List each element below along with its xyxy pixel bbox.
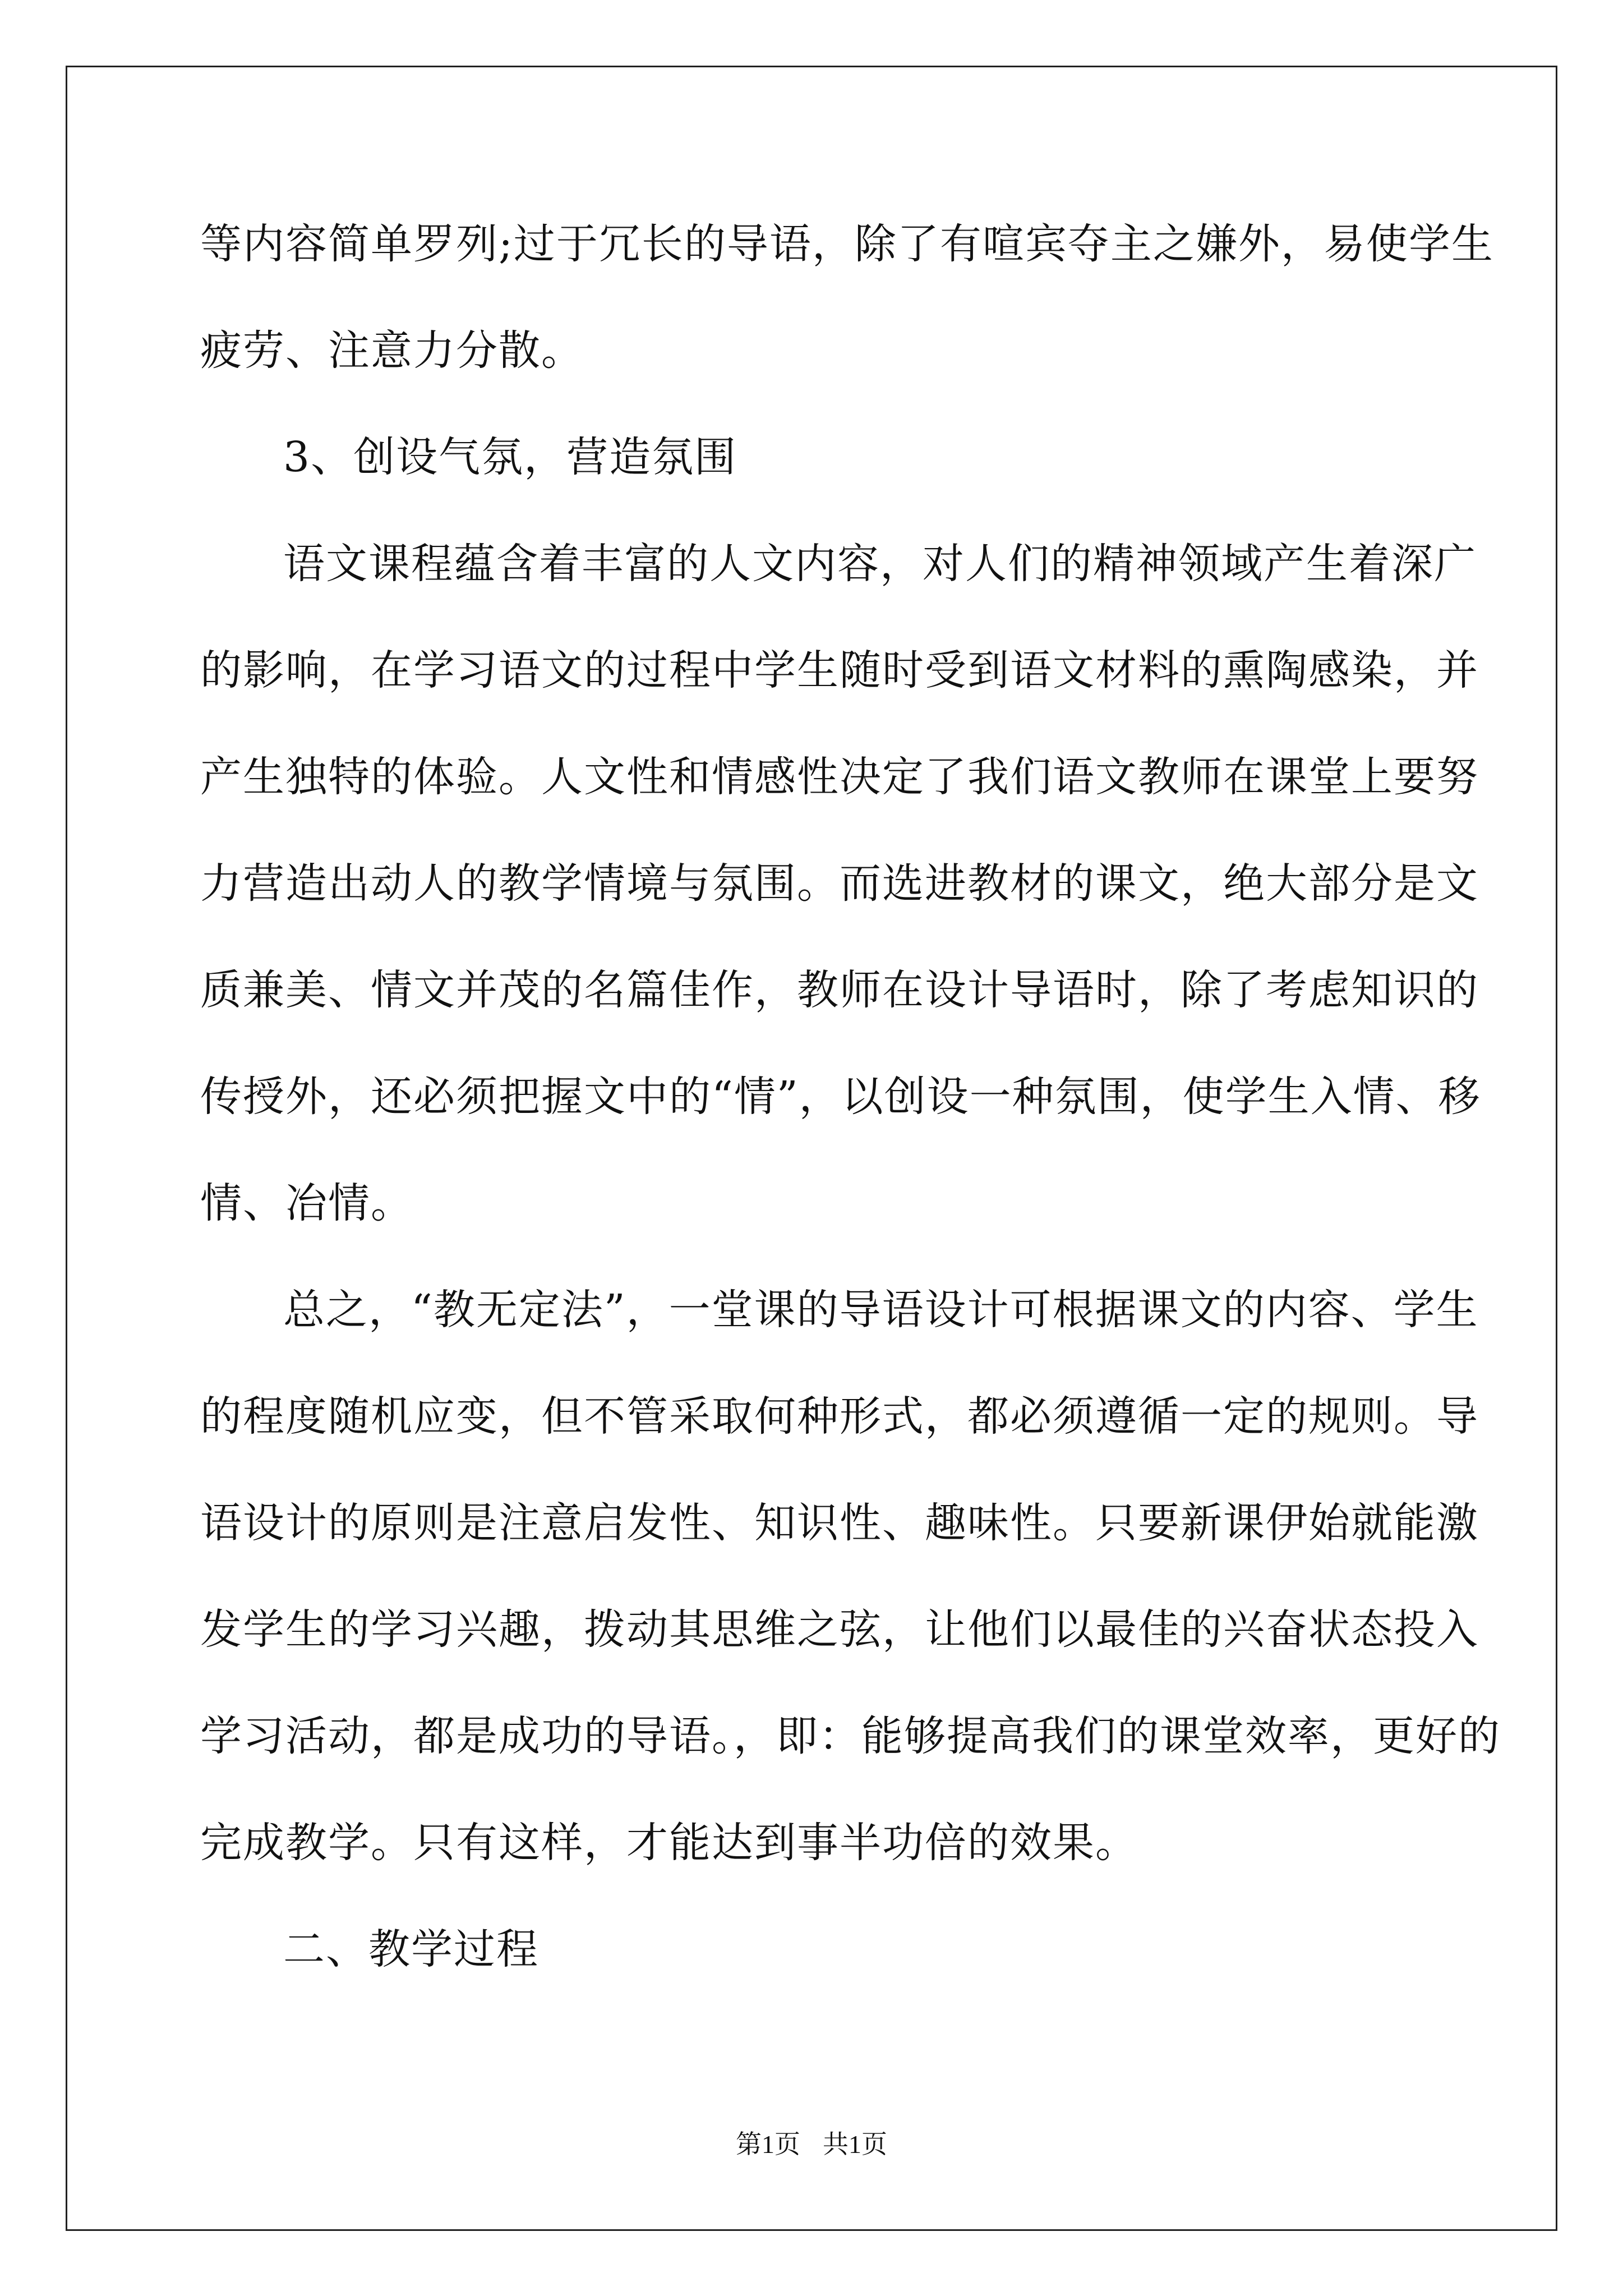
paragraph-line: 质兼美、情文并茂的名篇佳作，教师在设计导语时，除了考虑知识的 [200, 966, 1479, 1014]
page-total: 共1页 [823, 2130, 887, 2159]
paragraph-line: 情、冶情。 [200, 1179, 413, 1227]
paragraph-line: 传授外，还必须把握文中的“情”，以创设一种氛围，使学生入情、移 [200, 1073, 1481, 1121]
paragraph-line: 总之，“教无定法”，一堂课的导语设计可根据课文的内容、学生 [283, 1286, 1479, 1334]
paragraph-line: 语文课程蕴含着丰富的人文内容，对人们的精神领域产生着深广 [283, 540, 1477, 588]
paragraph-line: 产生独特的体验。人文性和情感性决定了我们语文教师在课堂上要努 [200, 753, 1479, 801]
section-heading: 二、教学过程 [283, 1925, 539, 1973]
paragraph-line: 的影响，在学习语文的过程中学生随时受到语文材料的熏陶感染，并 [200, 646, 1479, 694]
paragraph-line: 学习活动，都是成功的导语。，即：能够提高我们的课堂效率，更好的 [200, 1712, 1501, 1760]
paragraph-line: 发学生的学习兴趣，拨动其思维之弦，让他们以最佳的兴奋状态投入 [200, 1605, 1479, 1654]
paragraph-line: 完成教学。只有这样，才能达到事半功倍的效果。 [200, 1819, 1138, 1867]
paragraph-line: 力营造出动人的教学情境与氛围。而选进教材的课文，绝大部分是文 [200, 859, 1479, 908]
paragraph-line: 疲劳、注意力分散。 [200, 326, 584, 375]
paragraph-line: 的程度随机应变，但不管采取何种形式，都必须遵循一定的规则。导 [200, 1392, 1479, 1441]
document-body [200, 216, 1501, 1977]
paragraph-line: 语设计的原则是注意启发性、知识性、趣味性。只要新课伊始就能激 [200, 1499, 1479, 1547]
paragraph-line: 等内容简单罗列;过于冗长的导语，除了有喧宾夺主之嫌外，易使学生 [200, 220, 1494, 268]
section-heading: 3、创设气氛，营造氛围 [283, 433, 737, 481]
page-footer [0, 2128, 1623, 2161]
page-number: 第1页 [736, 2130, 800, 2159]
